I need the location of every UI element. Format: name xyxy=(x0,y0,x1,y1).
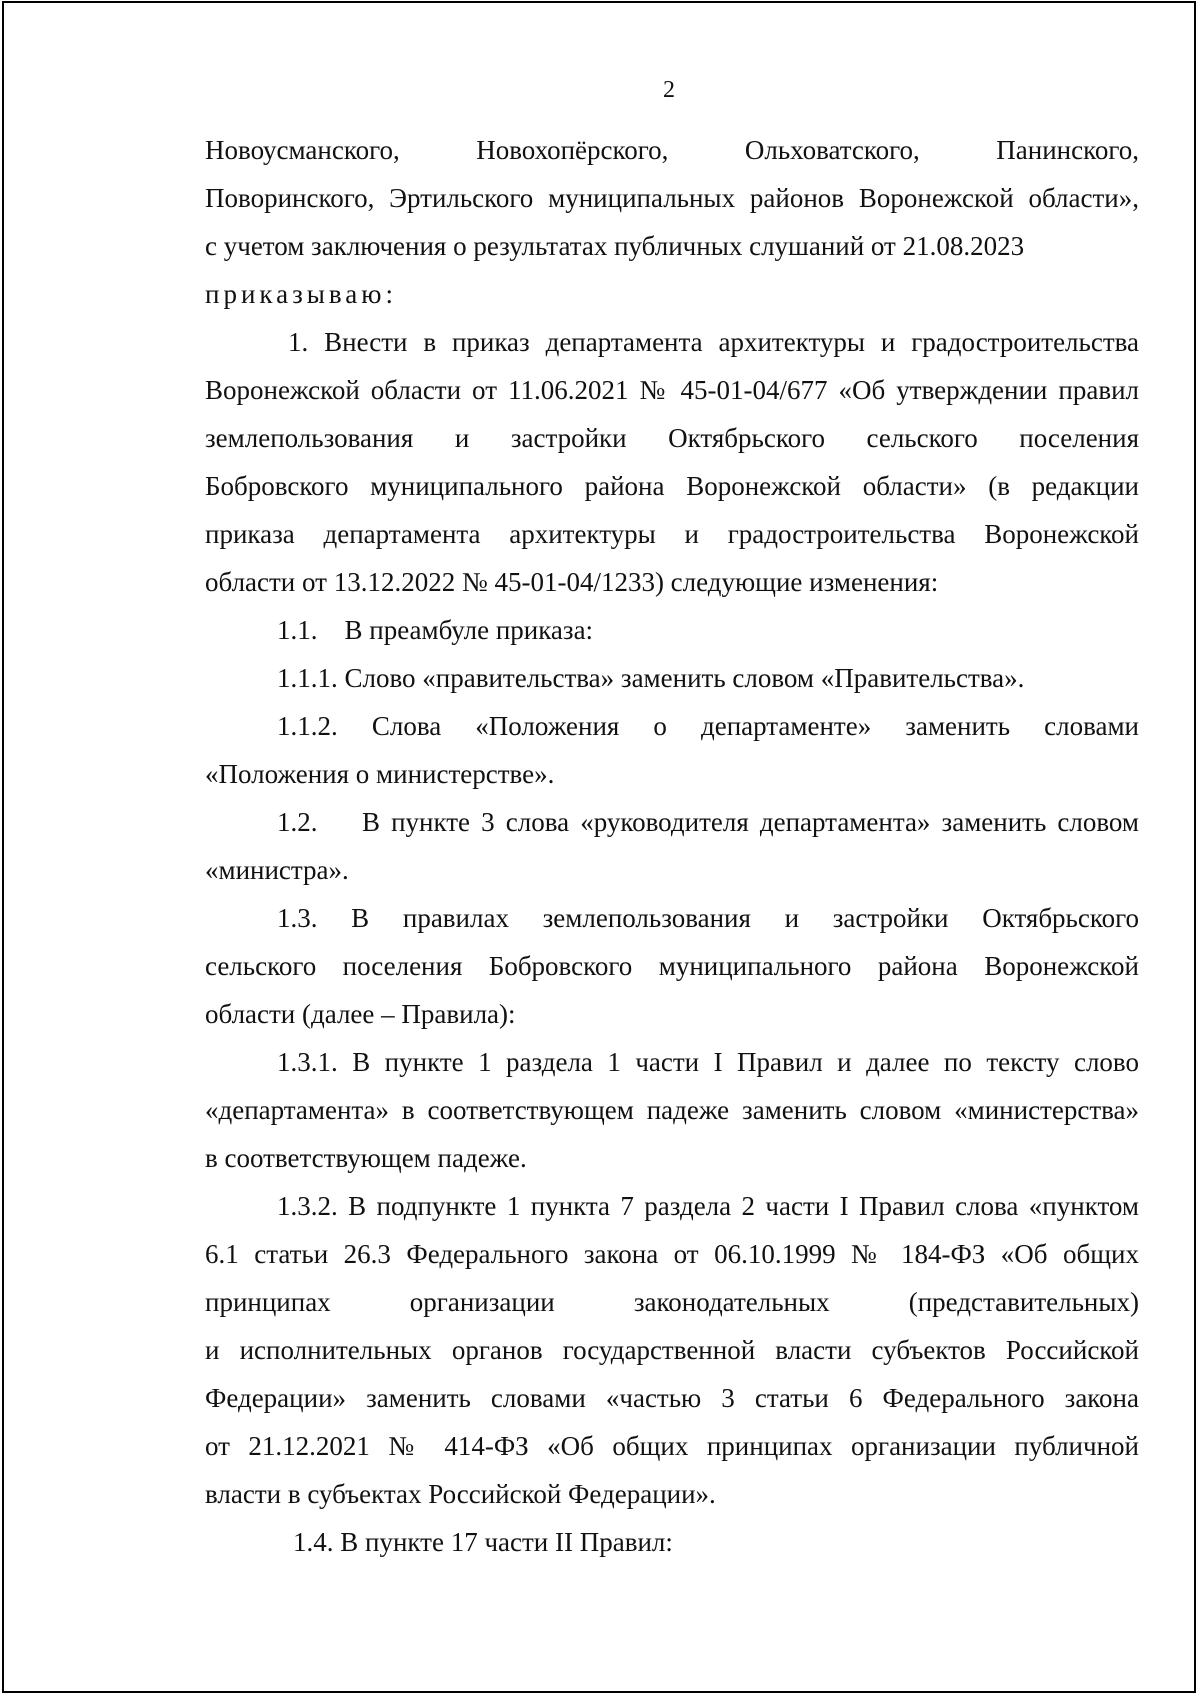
text-line: Бобровского муниципального района Воронежской области» (в редакции xyxy=(205,471,1139,501)
text-line: от 21.12.2021 № 414-ФЗ «Об общих принципах организации публичной xyxy=(205,1431,1139,1461)
text-line: 1.1.1. Слово «правительства» заменить словом «Правительства». xyxy=(277,663,1025,693)
text-line: сельского поселения Бобровского муниципального района Воронежской xyxy=(205,951,1139,981)
page-number: 2 xyxy=(663,77,675,103)
text-line: землепользования и застройки Октябрьского сельского поселения xyxy=(205,423,1139,453)
text-line: 1.2. В пункте 3 слова «руководителя департамента» заменить словом xyxy=(277,807,1139,837)
text-line: 6.1 статьи 26.3 Федерального закона от 06.10.1999 № 184-ФЗ «Об общих xyxy=(205,1239,1139,1269)
text-line: 1.3.1. В пункте 1 раздела 1 части I Правил и далее по тексту слово xyxy=(277,1047,1139,1077)
text-line: Федерации» заменить словами «частью 3 статьи 6 Федерального закона xyxy=(205,1383,1139,1413)
text-line: власти в субъектах Российской Федерации». xyxy=(205,1479,716,1509)
text-line: «департамента» в соответствующем падеже заменить словом «министерства» xyxy=(205,1095,1139,1125)
text-line: «министра». xyxy=(205,855,349,885)
document-page xyxy=(2,1,1196,1693)
text-line: приказа департамента архитектуры и градостроительства Воронежской xyxy=(205,519,1139,549)
text-line: Поворинского, Эртильского муниципальных районов Воронежской области», xyxy=(205,183,1139,213)
text-line: с учетом заключения о результатах публичных слушаний от 21.08.2023 xyxy=(205,231,1025,261)
text-line: Воронежской области от 11.06.2021 № 45-01-04/677 «Об утверждении правил xyxy=(205,375,1139,405)
text-line: области от 13.12.2022 № 45-01-04/1233) следующие изменения: xyxy=(205,567,939,597)
text-line: и исполнительных органов государственной власти субъектов Российской xyxy=(205,1335,1139,1365)
text-line: 1.1.2. Слова «Положения о департаменте» заменить словами xyxy=(277,711,1139,741)
text-line: 1. Внести в приказ департамента архитектуры и градостроительства xyxy=(288,327,1139,357)
text-line: в соответствующем падеже. xyxy=(205,1143,527,1173)
text-line: Новоусманского, Новохопёрского, Ольховатского, Панинского, xyxy=(205,135,1139,165)
text-line: 1.3.2. В подпункте 1 пункта 7 раздела 2 части I Правил слова «пунктом xyxy=(277,1191,1139,1221)
text-line: приказываю: xyxy=(205,279,397,309)
text-line: 1.3. В правилах землепользования и застройки Октябрьского xyxy=(277,903,1139,933)
text-line: «Положения о министерстве». xyxy=(205,759,555,789)
text-line: области (далее – Правила): xyxy=(205,999,516,1029)
text-line: 1.1. В преамбуле приказа: xyxy=(277,615,594,645)
document-body xyxy=(205,126,1139,1566)
text-line: 1.4. В пункте 17 части II Правил: xyxy=(293,1527,673,1557)
text-line: принципах организации законодательных (представительных) xyxy=(205,1287,1139,1317)
